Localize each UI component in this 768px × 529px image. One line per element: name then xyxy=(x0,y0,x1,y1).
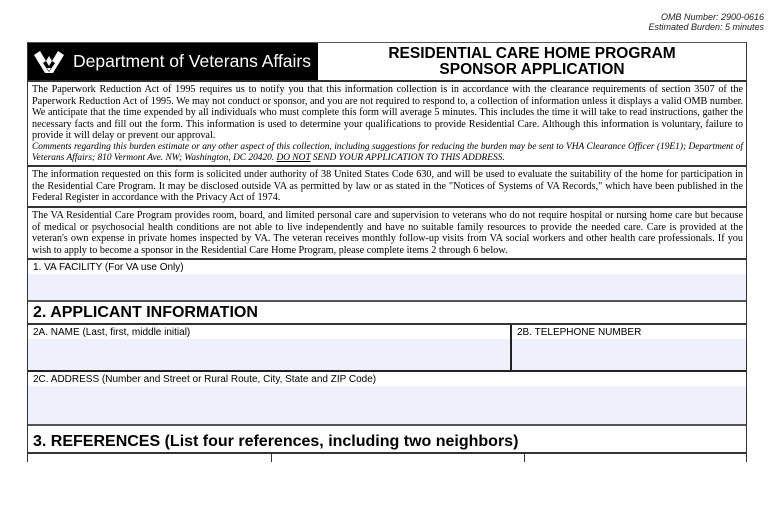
address-input[interactable] xyxy=(28,386,746,424)
name-label: 2A. NAME (Last, first, middle initial) xyxy=(28,325,510,339)
address-label: 2C. ADDRESS (Number and Street or Rural Route, City, State and ZIP Code) xyxy=(28,372,746,386)
agency-name: Department of Veterans Affairs xyxy=(73,51,312,71)
va-logo-icon xyxy=(32,49,66,75)
name-field xyxy=(28,325,512,370)
agency-banner xyxy=(28,43,318,80)
reference-column-2 xyxy=(272,454,525,462)
name-phone-row xyxy=(28,325,746,372)
va-facility-label: 1. VA FACILITY (For VA use Only) xyxy=(28,260,746,274)
paperwork-reduction-notice: The Paperwork Reduction Act of 1995 requires us to notify you that this information collection is in accordance with the clearance requirements of section 3507 of the Paperwork Reduction Act of 1995. We may not conduct or sponsor, and you are not required to respond to, a collection of information unless it displays a valid OMB number. We anticipate that the time expended by all individuals who must complete this form will average 5 minutes. This includes the time it will take to read instructions, gather the necessary facts and fill out the form. This information is used to determine your qualifications to provide Residential Care. Although this information is voluntary, failure to provide it will delay or prevent our approval. Comments regarding this burden estimate or any other aspect of this collection, including suggestions for reducing the burden may be sent to VHA Clearance Officer (19E1); Department of Veterans Affairs; 810 Vermont Ave. NW; Washington, DC 20420. DO NOT SEND YOUR APPLICATION TO THIS ADDRESS. xyxy=(28,82,746,167)
form-title: RESIDENTIAL CARE HOME PROGRAM SPONSOR APPLICATION xyxy=(388,45,676,78)
estimated-burden: Estimated Burden: 5 minutes xyxy=(648,22,764,32)
omb-number: OMB Number: 2900-0616 xyxy=(660,12,764,22)
telephone-field xyxy=(512,325,746,370)
privacy-act-notice: The information requested on this form is solicited under authority of 38 United States Code 630, and will be used to evaluate the suitability of the home for participation in the Residential Care Program. It may be disclosed outside VA as permitted by law or as stated in the "Notices of Systems of VA Records," which have been published in the Federal Register in accordance with the Privacy Act of 1974. xyxy=(28,167,746,208)
va-facility-field xyxy=(28,260,746,302)
section-references: 3. REFERENCES (List four references, including two neighbors) xyxy=(33,433,519,451)
omb-info xyxy=(648,12,764,32)
reference-column-1 xyxy=(28,454,272,462)
reference-column-3 xyxy=(525,454,746,462)
form-header xyxy=(28,42,746,82)
section-applicant-information: 2. APPLICANT INFORMATION xyxy=(28,302,746,325)
va-facility-input[interactable] xyxy=(28,274,746,300)
address-field xyxy=(28,372,746,426)
program-description: The VA Residential Care Program provides room, board, and limited personal care and supervision to veterans who do not require hospital or nursing home care but because of medical or psychosocial health conditions are not able to live independently and have no suitable family resources to provide the needed care. Care is provided at the veteran's own expense in private homes inspected by VA. The veteran receives monthly follow-up visits from VA social workers and other health care professionals. If you wish to apply to become a sponsor in the Residential Care Home Program, please complete items 2 through 6 below. xyxy=(28,208,746,260)
telephone-label: 2B. TELEPHONE NUMBER xyxy=(512,325,746,339)
name-input[interactable] xyxy=(28,339,510,370)
burden-comments: Comments regarding this burden estimate or any other aspect of this collection, including suggestions for reducing the burden may be sent to VHA Clearance Officer (19E1); Department of Veterans Affairs; 810 Vermont Ave. NW; Washington, DC 20420. DO NOT SEND YOUR APPLICATION TO THIS ADDRESS. xyxy=(32,141,743,163)
telephone-input[interactable] xyxy=(512,339,746,370)
references-table-header xyxy=(28,452,746,462)
application-form xyxy=(27,42,747,462)
